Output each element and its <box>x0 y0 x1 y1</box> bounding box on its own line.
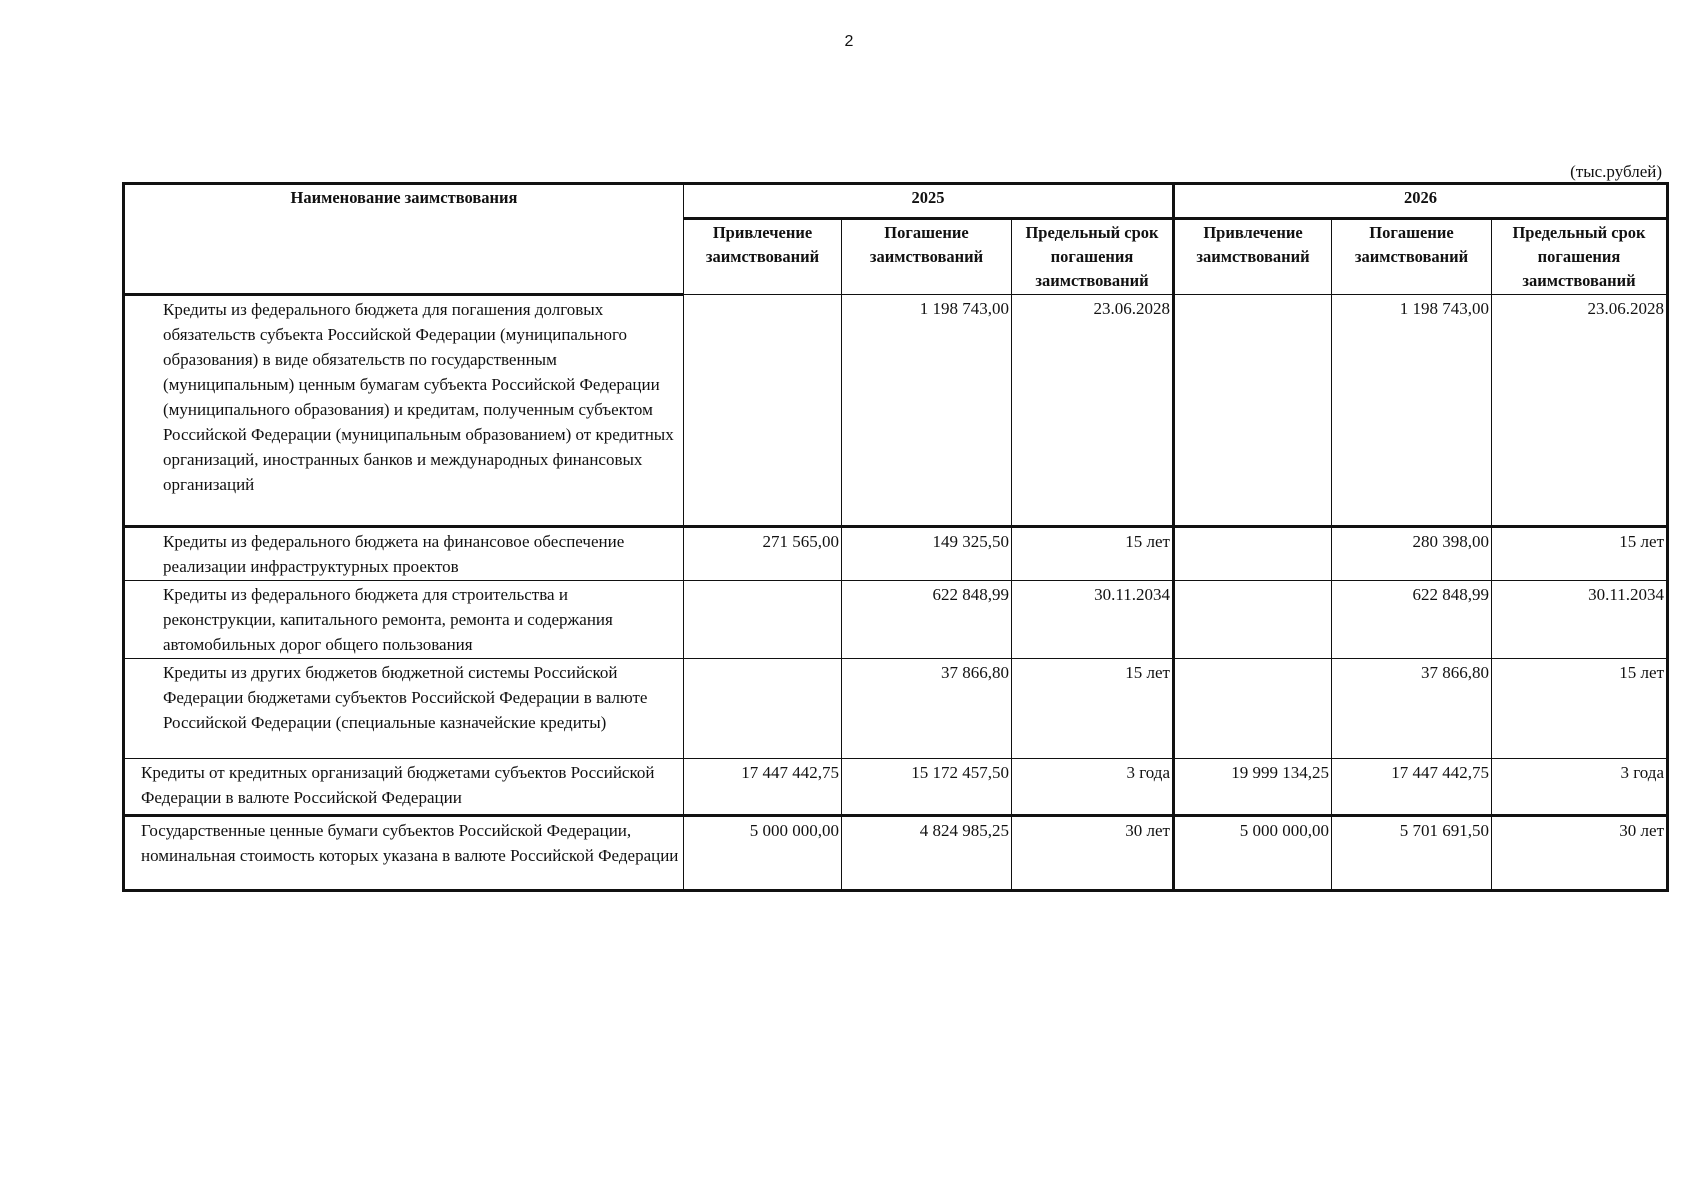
cell-2026-term: 30.11.2034 <box>1492 581 1668 659</box>
table-row <box>124 816 1668 891</box>
cell-2026-repay: 17 447 442,75 <box>1332 759 1492 816</box>
cell-2025-repay: 149 325,50 <box>842 527 1012 581</box>
cell-2026-repay: 622 848,99 <box>1332 581 1492 659</box>
header-year-2025: 2025 <box>684 184 1174 219</box>
header-row-years <box>124 184 1668 219</box>
cell-2025-attract: 17 447 442,75 <box>684 759 842 816</box>
cell-2026-repay: 280 398,00 <box>1332 527 1492 581</box>
cell-2025-repay: 622 848,99 <box>842 581 1012 659</box>
cell-2025-attract: 5 000 000,00 <box>684 816 842 891</box>
header-2026-repay: Погашение заимствований <box>1332 219 1492 295</box>
cell-2026-repay: 5 701 691,50 <box>1332 816 1492 891</box>
header-2025-attract: Привлечение заимствований <box>684 219 842 295</box>
cell-2026-term: 15 лет <box>1492 527 1668 581</box>
row-name: Кредиты из других бюджетов бюджетной системы Российской Федерации бюджетами субъектов Российской Федерации в валюте Российской Федерации (специальные казначейские кредиты) <box>124 659 684 759</box>
cell-2026-attract <box>1174 295 1332 527</box>
cell-2026-term: 30 лет <box>1492 816 1668 891</box>
header-2026-term: Предельный срок погашения заимствований <box>1492 219 1668 295</box>
cell-2025-attract <box>684 659 842 759</box>
header-name: Наименование заимствования <box>124 184 684 295</box>
cell-2026-term: 15 лет <box>1492 659 1668 759</box>
cell-2026-attract <box>1174 659 1332 759</box>
cell-2026-repay: 1 198 743,00 <box>1332 295 1492 527</box>
cell-2025-attract <box>684 295 842 527</box>
cell-2026-term: 3 года <box>1492 759 1668 816</box>
cell-2025-repay: 1 198 743,00 <box>842 295 1012 527</box>
table-row <box>124 527 1668 581</box>
borrowings-table <box>122 182 1669 892</box>
row-name: Кредиты из федерального бюджета для погашения долговых обязательств субъекта Российской Федерации (муниципального образования) в виде обязательств по государственным (муниципальным) ценным бумагам субъекта Российской Федерации (муниципального образования) и кредитам, полученным субъектом Российской Федерации (муниципальным образованием) от кредитных организаций, иностранных банков и международных финансовых организаций <box>124 295 684 527</box>
row-name: Кредиты от кредитных организаций бюджетами субъектов Российской Федерации в валюте Российской Федерации <box>124 759 684 816</box>
page-number: 2 <box>844 33 854 50</box>
units-label: (тыс.рублей) <box>1570 162 1662 181</box>
cell-2026-repay: 37 866,80 <box>1332 659 1492 759</box>
row-name: Государственные ценные бумаги субъектов Российской Федерации, номинальная стоимость которых указана в валюте Российской Федерации <box>124 816 684 891</box>
table-row <box>124 759 1668 816</box>
cell-2025-term: 15 лет <box>1012 659 1174 759</box>
cell-2026-term: 23.06.2028 <box>1492 295 1668 527</box>
header-2025-repay: Погашение заимствований <box>842 219 1012 295</box>
cell-2025-repay: 37 866,80 <box>842 659 1012 759</box>
header-2025-term: Предельный срок погашения заимствований <box>1012 219 1174 295</box>
cell-2025-term: 30.11.2034 <box>1012 581 1174 659</box>
cell-2025-term: 23.06.2028 <box>1012 295 1174 527</box>
cell-2025-attract <box>684 581 842 659</box>
cell-2026-attract <box>1174 581 1332 659</box>
cell-2026-attract <box>1174 527 1332 581</box>
cell-2025-attract: 271 565,00 <box>684 527 842 581</box>
cell-2025-repay: 15 172 457,50 <box>842 759 1012 816</box>
header-year-2026: 2026 <box>1174 184 1668 219</box>
table-row <box>124 581 1668 659</box>
cell-2026-attract: 19 999 134,25 <box>1174 759 1332 816</box>
cell-2026-attract: 5 000 000,00 <box>1174 816 1332 891</box>
cell-2025-term: 30 лет <box>1012 816 1174 891</box>
cell-2025-repay: 4 824 985,25 <box>842 816 1012 891</box>
row-name: Кредиты из федерального бюджета для строительства и реконструкции, капитального ремонта, ремонта и содержания автомобильных дорог общего пользования <box>124 581 684 659</box>
cell-2025-term: 3 года <box>1012 759 1174 816</box>
row-name: Кредиты из федерального бюджета на финансовое обеспечение реализации инфраструктурных проектов <box>124 527 684 581</box>
table-row <box>124 295 1668 527</box>
cell-2025-term: 15 лет <box>1012 527 1174 581</box>
table-row <box>124 659 1668 759</box>
header-2026-attract: Привлечение заимствований <box>1174 219 1332 295</box>
